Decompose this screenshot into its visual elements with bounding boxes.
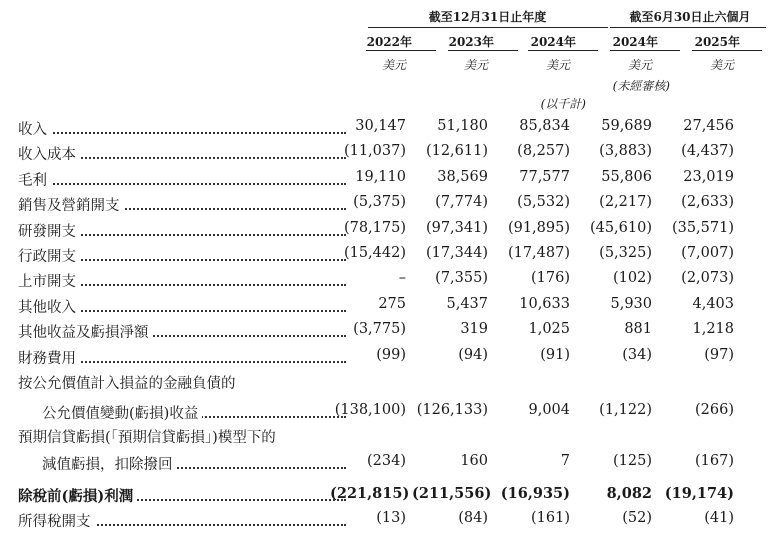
year-header-2023: 2023年 xyxy=(448,35,494,49)
row-value-col-1: (15,442) xyxy=(343,245,406,261)
row-value-col-3: (5,532) xyxy=(517,194,570,210)
row-value-col-4: (45,610) xyxy=(589,220,652,236)
row-value-col-2: (94) xyxy=(458,347,488,363)
row-value-col-1: – xyxy=(398,270,406,286)
row-label-text: 行政開支 xyxy=(18,249,80,265)
row-value-col-4: (2,217) xyxy=(599,194,652,210)
row-value-col-3: 9,004 xyxy=(528,402,570,418)
row-value-col-1: 19,110 xyxy=(355,169,406,185)
column-rule-3 xyxy=(528,50,598,51)
unaudited-note: (未經審核) xyxy=(612,79,670,93)
row-label-line1: 按公允價值計入損益的金融負債的 xyxy=(18,376,236,392)
row-value-col-5: (97) xyxy=(704,347,734,363)
row-label-text: 上市開支 xyxy=(18,274,80,290)
row-value-col-4: (3,883) xyxy=(599,143,652,159)
row-leader-dots xyxy=(18,169,346,185)
row-value-col-5: 23,019 xyxy=(683,169,734,185)
row-value-col-5: (4,437) xyxy=(681,143,734,159)
column-rule-5 xyxy=(692,50,762,51)
header-group-fiscal-year: 截至12月31日止年度 xyxy=(428,10,547,24)
row-value-col-3: 7 xyxy=(560,453,570,469)
year-header-2024: 2024年 xyxy=(530,35,576,49)
row-value-col-4: (52) xyxy=(622,510,652,526)
row-value-col-3: (176) xyxy=(531,270,570,286)
thousands-note: (以千計) xyxy=(540,97,586,111)
row-value-col-4: 881 xyxy=(624,321,652,337)
header-group-rule-6m xyxy=(610,27,766,28)
row-value-col-1: (99) xyxy=(376,347,406,363)
row-value-col-3: 85,834 xyxy=(519,118,570,134)
row-value-col-3: (17,487) xyxy=(507,245,570,261)
unit-label-1: 美元 xyxy=(381,58,406,72)
row-value-col-1: (13) xyxy=(376,510,406,526)
row-label-text: 銷售及營銷開支 xyxy=(18,198,124,214)
row-value-col-2: (126,133) xyxy=(416,402,488,418)
row-label xyxy=(42,402,202,423)
row-value-col-5: (167) xyxy=(695,453,734,469)
row-value-col-2: (17,344) xyxy=(425,245,488,261)
row-value-col-4: 55,806 xyxy=(601,169,652,185)
row-value-col-1: (3,775) xyxy=(353,321,406,337)
row-leader-dots xyxy=(18,118,346,134)
row-value-col-3: 77,577 xyxy=(519,169,570,185)
row-label xyxy=(18,270,80,291)
year-header-2022: 2022年 xyxy=(366,35,412,49)
row-value-col-3: (8,257) xyxy=(517,143,570,159)
row-value-col-2: 160 xyxy=(460,453,488,469)
row-value-col-4: (125) xyxy=(613,453,652,469)
row-label-text: 其他收益及虧損淨額 xyxy=(18,325,153,341)
row-value-col-1: (5,375) xyxy=(353,194,406,210)
row-label-text: 毛利 xyxy=(18,173,51,189)
row-value-col-1: 30,147 xyxy=(355,118,406,134)
row-value-col-4: 8,082 xyxy=(606,485,652,502)
row-value-col-4: 59,689 xyxy=(601,118,652,134)
column-rule-4 xyxy=(610,50,680,51)
row-label-text: 所得稅開支 xyxy=(18,514,95,530)
row-label-text: 收入 xyxy=(18,122,51,138)
row-label-text: 研發開支 xyxy=(18,224,80,240)
column-rule-1 xyxy=(366,50,436,51)
row-value-col-5: (41) xyxy=(704,510,734,526)
row-value-col-2: (84) xyxy=(458,510,488,526)
row-value-col-3: 1,025 xyxy=(528,321,570,337)
unit-label-5: 美元 xyxy=(709,58,734,72)
row-value-col-5: 27,456 xyxy=(683,118,734,134)
year-header-2025-6m: 2025年 xyxy=(694,35,740,49)
row-label-text: 財務費用 xyxy=(18,351,80,367)
row-value-col-5: (35,571) xyxy=(671,220,734,236)
row-value-col-3: (161) xyxy=(531,510,570,526)
row-label xyxy=(18,321,153,342)
row-value-col-2: (7,355) xyxy=(435,270,488,286)
row-label xyxy=(18,510,95,531)
row-label xyxy=(18,347,80,368)
header-group-six-months: 截至6月30日止六個月 xyxy=(629,10,751,24)
row-value-col-5: (19,174) xyxy=(664,485,734,502)
row-value-col-2: (7,774) xyxy=(435,194,488,210)
row-value-col-1: (138,100) xyxy=(334,402,406,418)
row-label xyxy=(18,245,80,266)
row-value-col-5: (2,633) xyxy=(681,194,734,210)
row-value-col-5: 4,403 xyxy=(692,296,734,312)
row-label-text: 減值虧損，扣除撥回 xyxy=(42,457,177,473)
row-label-text: 收入成本 xyxy=(18,147,80,163)
row-value-col-4: 5,930 xyxy=(610,296,652,312)
row-value-col-5: (2,073) xyxy=(681,270,734,286)
row-label xyxy=(18,118,51,139)
year-header-2024-6m: 2024年 xyxy=(612,35,658,49)
row-label-text: 公允價值變動(虧損)收益 xyxy=(42,406,202,422)
row-label xyxy=(18,169,51,190)
unit-label-2: 美元 xyxy=(463,58,488,72)
row-value-col-3: (91) xyxy=(540,347,570,363)
row-label xyxy=(18,220,80,241)
row-value-col-1: (11,037) xyxy=(343,143,406,159)
row-value-col-2: 38,569 xyxy=(437,169,488,185)
unit-label-3: 美元 xyxy=(545,58,570,72)
row-value-col-2: (97,341) xyxy=(425,220,488,236)
row-label xyxy=(18,194,124,215)
row-value-col-5: 1,218 xyxy=(692,321,734,337)
row-value-col-2: 5,437 xyxy=(446,296,488,312)
unit-label-4: 美元 xyxy=(627,58,652,72)
row-value-col-3: (16,935) xyxy=(500,485,570,502)
row-label-text: 除稅前(虧損)利潤 xyxy=(18,488,137,505)
row-value-col-2: (211,556) xyxy=(412,485,492,502)
row-label xyxy=(18,485,137,506)
row-value-col-1: 275 xyxy=(378,296,406,312)
row-value-col-1: (221,815) xyxy=(330,485,410,502)
row-value-col-5: (266) xyxy=(695,402,734,418)
row-value-col-2: 319 xyxy=(460,321,488,337)
row-value-col-4: (102) xyxy=(613,270,652,286)
row-value-col-2: (12,611) xyxy=(425,143,488,159)
row-value-col-4: (34) xyxy=(622,347,652,363)
row-value-col-2: 51,180 xyxy=(437,118,488,134)
row-value-col-5: (7,007) xyxy=(681,245,734,261)
row-value-col-3: 10,633 xyxy=(519,296,570,312)
row-value-col-4: (5,325) xyxy=(599,245,652,261)
row-label-line1: 預期信貸虧損(「預期信貸虧損」)模型下的 xyxy=(18,430,276,446)
column-rule-2 xyxy=(448,50,518,51)
row-label xyxy=(18,143,80,164)
row-value-col-3: (91,895) xyxy=(507,220,570,236)
row-value-col-1: (234) xyxy=(367,453,406,469)
header-group-rule-fy xyxy=(368,27,608,28)
row-label xyxy=(18,296,80,317)
row-label xyxy=(42,453,177,474)
row-value-col-1: (78,175) xyxy=(343,220,406,236)
row-value-col-4: (1,122) xyxy=(599,402,652,418)
row-label-text: 其他收入 xyxy=(18,300,80,316)
